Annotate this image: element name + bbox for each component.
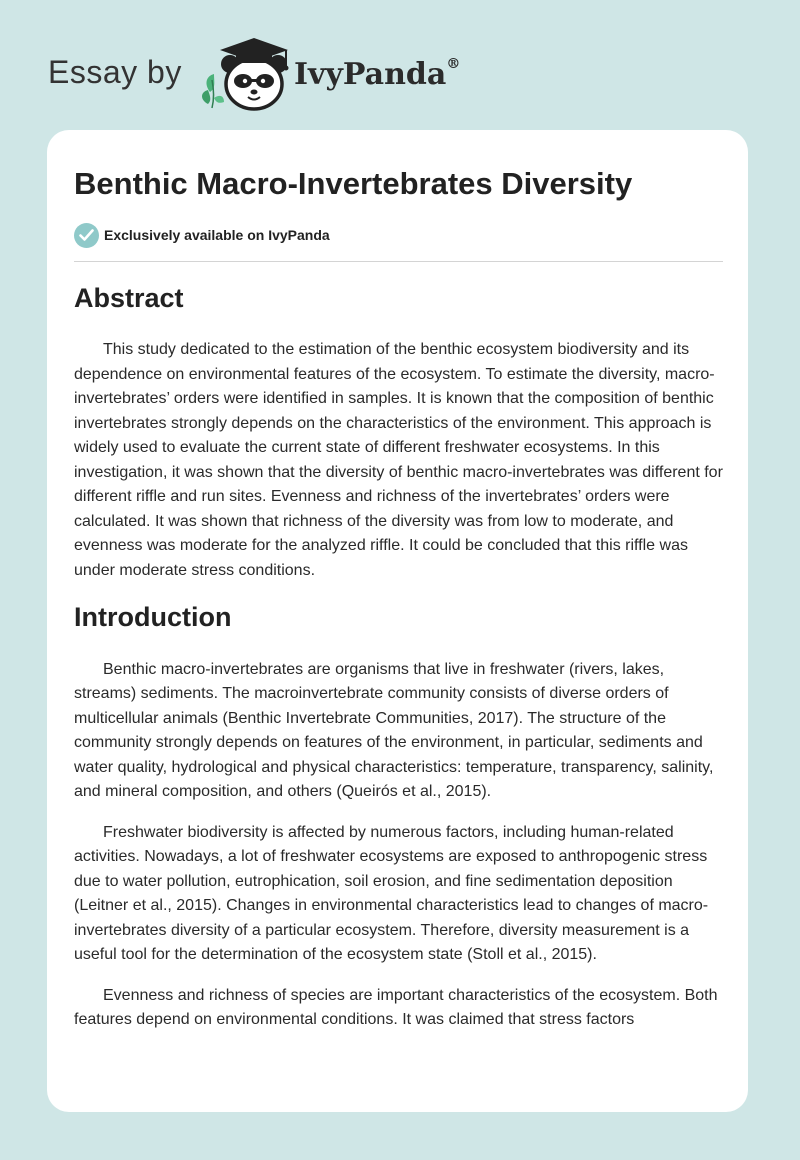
section-heading-introduction: Introduction [74,602,232,633]
introduction-section [74,601,726,1032]
title-divider [74,261,723,262]
introduction-paragraph-1: Benthic macro-invertebrates are organisms that live in freshwater (rivers, lakes, streams) sediments. The macroinvertebrate community consists of diverse orders of multicellular animals (Benthic Invertebrate Communities, 2017). The structure of the community strongly depends on features of the environment, in particular, sediments and water quality, hydrological and physical characteristics: temperature, transparency, salinity, and mineral composition, and others (Queirós et al., 2015). [74,660,714,801]
brand-prefix: Essay by [48,54,182,90]
abstract-section [74,282,726,583]
trademark-symbol: ® [446,56,461,72]
brand-header [48,34,508,114]
essay-card [47,130,748,1112]
brand-name-text: IvyPanda [294,57,447,92]
section-heading-abstract: Abstract [74,283,184,313]
introduction-paragraph-2: Freshwater biodiversity is affected by numerous factors, including human-related activities. Nowadays, a lot of freshwater ecosystems are exposed to anthropogenic stress due to water pollution, eutrophication, soil erosion, and fine sedimentation deposition (Leitner et al., 2015). Changes in environmental characteristics lead to changes of macro-invertebrates diversity of a particular ecosystem. Therefore, diversity measurement is a useful tool for the determination of the ecosystem state (Stoll et al., 2015). [74,823,709,964]
brand-name[interactable] [294,56,460,92]
exclusive-badge [74,222,330,248]
essay-body [74,282,726,1049]
checkmark-icon [74,223,99,248]
abstract-paragraph: This study dedicated to the estimation of the benthic ecosystem biodiversity and its dependence on environmental features of the ecosystem. To estimate the diversity, macro-invertebrates’ orders were identified in samples. It is known that the composition of benthic invertebrates strongly depends on the characteristics of the environment. This approach is widely used to evaluate the current state of different freshwater ecosystems. In this investigation, it was shown that the diversity of benthic macro-invertebrates was different for different riffle and run sites. Evenness and richness of the invertebrates’ orders were calculated. It was shown that richness of the diversity was from low to moderate, and evenness was moderate for the analyzed riffle. It could be concluded that this riffle was under moderate stress conditions. [74,341,723,579]
exclusive-badge-label: Exclusively available on IvyPanda [104,227,330,243]
panda-logo-icon[interactable] [200,34,296,114]
page-title: Benthic Macro-Invertebrates Diversity [74,166,633,201]
introduction-paragraph-3: Evenness and richness of species are important characteristics of the ecosystem. Both features depend on environmental conditions. It was claimed that stress factors [74,986,718,1029]
